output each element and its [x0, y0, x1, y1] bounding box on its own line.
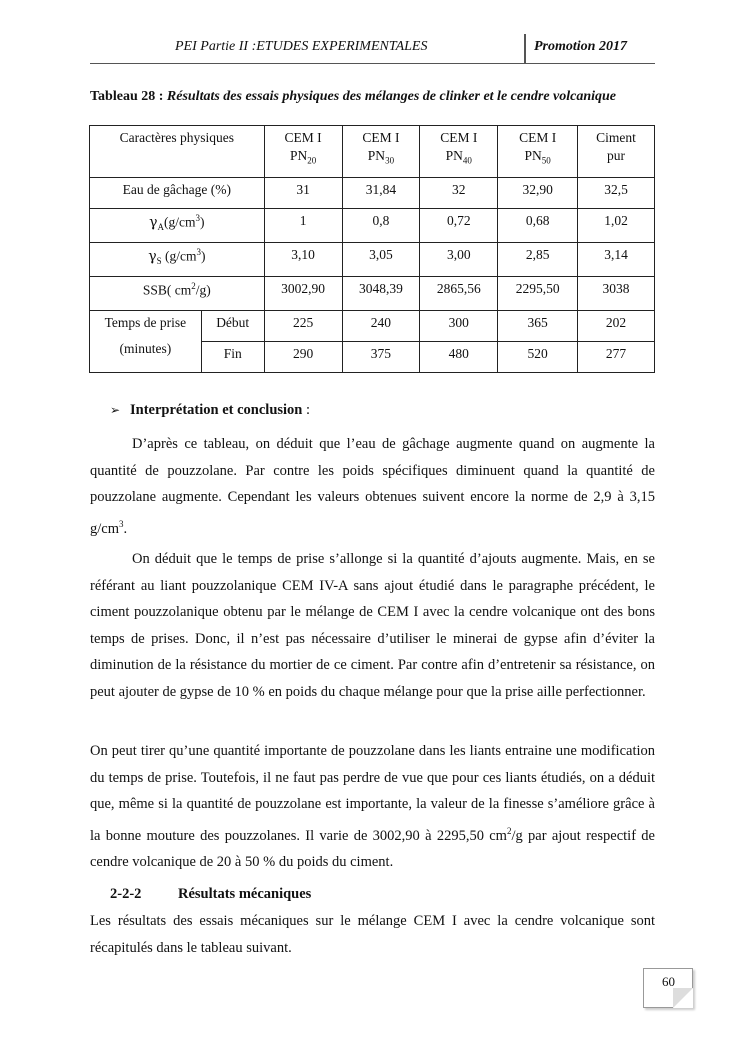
table-cell: 277: [578, 342, 655, 373]
header-divider: [524, 34, 526, 64]
results-table: [89, 125, 655, 373]
paragraph-1: D’après ce tableau, on déduit que l’eau de gâchage augmente quand on augmente la quantité de pouzzolane. Par contre les poids spécifiques diminuent quand la quantité de pouzzolane augmente. Cependant les valeurs obtenues suivent encore la norme de 2,9 à 3,15 $g/cm^3$.: [90, 436, 655, 537]
table-cell: 3048,39: [342, 277, 420, 311]
table-cell: 1,02: [578, 209, 655, 243]
table-cell: 32,5: [578, 178, 655, 209]
table-cell: 0,68: [498, 209, 578, 243]
table-cell: 240: [342, 311, 420, 342]
table-cell: 202: [578, 311, 655, 342]
table-cell: 0,8: [342, 209, 420, 243]
table-cell: 3,14: [578, 243, 655, 277]
table-cell: 3,05: [342, 243, 420, 277]
section-heading: 2-2-2 Résultats mécaniques: [110, 886, 312, 902]
section-paragraph: Les résultats des essais mécaniques sur le mélange CEM I avec la cendre volcanique sont récapitulés dans le tableau suivant.: [90, 913, 655, 956]
table-cell: 365: [498, 311, 578, 342]
table-cell: 31: [264, 178, 342, 209]
column-header: Ciment pur: [578, 126, 655, 178]
column-header: CEM I $PN_{30}$: [342, 126, 420, 178]
table-cell: 2,85: [498, 243, 578, 277]
table-caption: [90, 89, 660, 105]
caption-text: Résultats des essais physiques des mélanges de clinker et le cendre volcanique: [166, 89, 617, 104]
interpretation-heading: ➢ Interprétation et conclusion :: [110, 402, 311, 418]
page-header: [90, 30, 655, 64]
column-header: CEM I $PN_{20}$: [264, 126, 342, 178]
table-cell: 300: [420, 311, 498, 342]
row-sublabel-debut: Début: [201, 311, 264, 342]
table-cell: 32,90: [498, 178, 578, 209]
table-cell: 375: [342, 342, 420, 373]
header-promotion: Promotion 2017: [534, 39, 627, 54]
row-label: $\gamma_S$ $(g/cm^3)$: [90, 243, 265, 277]
table-header-row: [90, 126, 655, 178]
row-label: Eau de gâchage (%): [90, 178, 265, 209]
table-cell: 31,84: [342, 178, 420, 209]
page-fold-icon: [673, 988, 693, 1008]
table-cell: 3038: [578, 277, 655, 311]
table-cell: 32: [420, 178, 498, 209]
row-label: $\gamma_A(g/cm^3)$: [90, 209, 265, 243]
table-cell: 0,72: [420, 209, 498, 243]
row-label-prise: Temps de prise (minutes): [90, 311, 202, 373]
table-cell: 1: [264, 209, 342, 243]
page-number: 60: [662, 974, 675, 989]
row-sublabel-fin: Fin: [201, 342, 264, 373]
paragraph-2: On déduit que le temps de prise s’allonge si la quantité d’ajouts augmente. Mais, en se référant au liant pouzzolanique CEM IV-A sans ajout étudié dans le paragraphe précédent, le ciment pouzzolanique obtenu par le mélange de CEM I avec la cendre volcanique ont des bons temps de prises. Donc, il n’est pas nécessaire d’utiliser le minerai de gypse afin d’éviter la diminution de la résistance du mortier de ce ciment. Par contre afin d’entretenir sa résistance, on peut ajouter de gypse de 10 % en poids du chaque mélange pour que la prise aille perfectionner.: [90, 551, 655, 700]
table-row: [90, 243, 655, 277]
table-cell: 225: [264, 311, 342, 342]
table-row: [90, 178, 655, 209]
table-cell: 2295,50: [498, 277, 578, 311]
table-cell: 3002,90: [264, 277, 342, 311]
table-cell: 290: [264, 342, 342, 373]
table-row: [90, 311, 655, 342]
table-row: [90, 277, 655, 311]
column-header-label: Caractères physiques: [90, 126, 265, 178]
table-cell: 2865,56: [420, 277, 498, 311]
table-cell: 3,00: [420, 243, 498, 277]
caption-label: Tableau 28 :: [90, 89, 164, 104]
paragraph-3: On peut tirer qu’une quantité importante de pouzzolane dans les liants entraine une modification du temps de prise. Toutefois, il ne faut pas perdre de vue que pour ces liants étudiés, on a déduit que, même si la quantité de pouzzolane est importante, la valeur de la finesse s’améliore grâce à la bonne mouture des pouzzolanes. Il varie de 3002,90 à 2295,50 $cm^2/g$ par ajout respectif de cendre volcanique de 20 à 50 % du poids du ciment.: [90, 743, 655, 870]
arrow-bullet-icon: ➢: [110, 403, 121, 417]
column-header: CEM I $PN_{40}$: [420, 126, 498, 178]
column-header: CEM I $PN_{50}$: [498, 126, 578, 178]
table-row: [90, 209, 655, 243]
header-rule: [90, 63, 655, 64]
table-cell: 3,10: [264, 243, 342, 277]
table-cell: 480: [420, 342, 498, 373]
page-number-box: [643, 968, 693, 1008]
header-title: PEI Partie II :ETUDES EXPERIMENTALES: [175, 39, 428, 54]
row-label: SSB( $cm^2/g$): [90, 277, 265, 311]
table-cell: 520: [498, 342, 578, 373]
